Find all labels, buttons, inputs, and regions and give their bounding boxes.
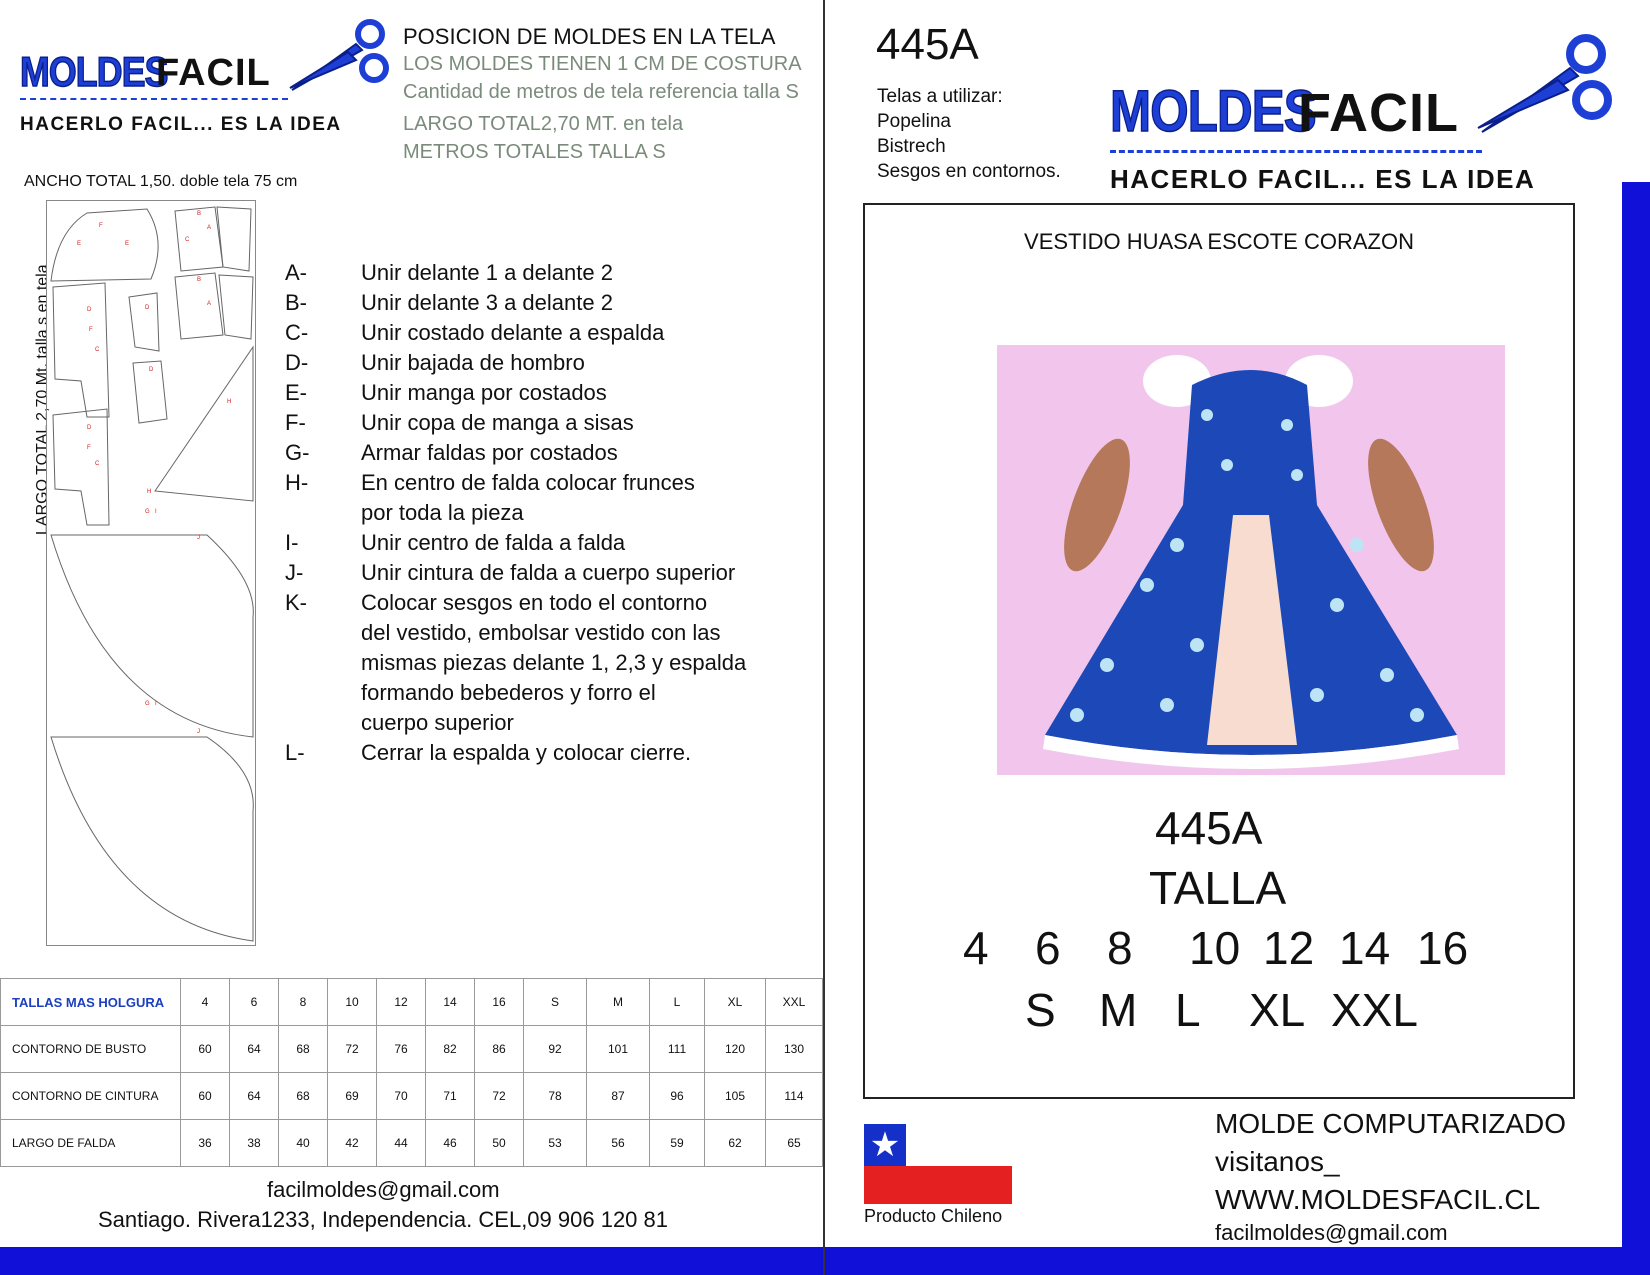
svg-text:E: E [125, 241, 130, 247]
contact-email-left: facilmoldes@gmail.com [267, 1177, 500, 1202]
bottom-bar-left [0, 1247, 823, 1275]
svg-text:F: F [87, 445, 91, 451]
skirt-piece-2 [51, 737, 253, 941]
table-row: CONTORNO DE BUSTO 60 64 68 72 76 82 86 92 101 111 120 130 [1, 1026, 823, 1073]
size-value: 8 [1107, 922, 1133, 974]
size-value: 16 [1417, 922, 1469, 974]
svg-text:G: G [145, 701, 150, 707]
brand-logo-left [18, 46, 398, 106]
scissors-icon [1474, 28, 1624, 136]
contact-address: Santiago. Rivera1233, Independencia. CEL,09 906 120 81 [98, 1207, 668, 1232]
promo-line: MOLDE COMPUTARIZADO [1215, 1108, 1567, 1139]
promo-line: visitanos_ [1215, 1146, 1340, 1177]
svg-text:A: A [207, 301, 212, 307]
svg-text:I: I [155, 701, 157, 707]
front-piece-2 [217, 207, 251, 271]
svg-text:D: D [87, 425, 92, 431]
svg-text:C: C [95, 347, 100, 353]
total-length-note: LARGO TOTAL2,70 MT. en tela [403, 113, 684, 135]
talla-label: TALLA [1149, 862, 1287, 914]
sleeve-piece [51, 209, 158, 281]
layout-title: POSICION DE MOLDES EN LA TELA [403, 24, 776, 49]
big-pattern-code: 445A [1155, 802, 1263, 854]
size-value: 10 [1189, 922, 1241, 974]
logo-underline [20, 98, 288, 106]
pattern-code: 445A [876, 20, 979, 69]
size-value: XL [1249, 984, 1306, 1036]
table-row: LARGO DE FALDA 36 38 40 42 44 46 50 53 56 59 62 65 [1, 1120, 823, 1167]
fabric-item: Popelina [877, 111, 951, 132]
back-piece-1 [53, 283, 109, 417]
svg-text:D: D [149, 367, 154, 373]
logo-word-facil: FACIL [156, 52, 271, 94]
bottom-bar-right [825, 1247, 1650, 1275]
pattern-layout-diagram [46, 200, 256, 946]
tagline-left: HACERLO FACIL... ES LA IDEA [20, 114, 342, 135]
fabrics-label: Telas a utilizar: [877, 86, 1003, 107]
size-value: XXL [1331, 984, 1418, 1036]
front-piece-5 [219, 275, 253, 339]
svg-text:J: J [197, 535, 200, 541]
product-title: VESTIDO HUASA ESCOTE CORAZON [1024, 229, 1414, 254]
ancho-label: ANCHO TOTAL 1,50. doble tela 75 cm [24, 173, 298, 190]
table-header-row: TALLAS MAS HOLGURA 4 6 8 10 12 14 16 S M L XL XXL [1, 979, 823, 1026]
brand-logo-right [1110, 78, 1630, 148]
svg-text:B: B [197, 277, 202, 283]
svg-text:G: G [145, 509, 150, 515]
right-edge-bar [1622, 182, 1650, 1275]
svg-text:H: H [227, 399, 232, 405]
svg-text:C: C [95, 461, 100, 467]
svg-text:D: D [145, 305, 150, 311]
logo-word-moldes: MOLDES [1110, 79, 1316, 144]
website-link[interactable]: WWW.MOLDESFACIL.CL [1215, 1184, 1541, 1215]
size-value: S [1025, 984, 1056, 1036]
table-row: CONTORNO DE CINTURA 60 64 68 69 70 71 72 78 87 96 105 114 [1, 1073, 823, 1120]
scissors-icon [286, 14, 398, 94]
logo-underline [1110, 150, 1482, 161]
svg-text:H: H [147, 489, 152, 495]
contact-email-right[interactable]: facilmoldes@gmail.com [1215, 1220, 1448, 1245]
size-value: 4 [963, 922, 989, 974]
fabric-item: Sesgos en contornos. [877, 161, 1061, 182]
logo-word-facil: FACIL [1298, 83, 1459, 143]
svg-text:F: F [99, 223, 103, 229]
flag-star-icon: ★ [869, 1126, 901, 1164]
flag-caption: Producto Chileno [864, 1206, 1003, 1226]
dress-photo [997, 345, 1505, 775]
seam-note: LOS MOLDES TIENEN 1 CM DE COSTURA [403, 53, 802, 75]
svg-text:D: D [87, 307, 92, 313]
fabric-item: Bistrech [877, 136, 946, 157]
svg-text:A: A [207, 225, 212, 231]
front-piece-3 [129, 293, 159, 351]
size-value: 14 [1339, 922, 1391, 974]
size-value: 12 [1263, 922, 1315, 974]
size-value: 6 [1035, 922, 1061, 974]
size-value: L [1175, 984, 1201, 1036]
svg-text:E: E [77, 241, 82, 247]
numeric-sizes [865, 921, 1573, 975]
back-piece-2 [53, 409, 109, 525]
product-card [863, 203, 1575, 1099]
flag-white-band [906, 1124, 1012, 1166]
svg-text:J: J [197, 729, 200, 735]
tagline-right: HACERLO FACIL... ES LA IDEA [1110, 164, 1536, 194]
svg-text:F: F [89, 327, 93, 333]
skirt-piece-1 [51, 535, 253, 737]
letter-sizes [865, 983, 1573, 1037]
page-divider [823, 0, 825, 1275]
flag-red-band [864, 1166, 1012, 1204]
svg-text:I: I [155, 509, 157, 515]
svg-text:B: B [197, 211, 202, 217]
logo-word-moldes: MOLDES [20, 48, 168, 95]
largo-label: LARGO TOTAL 2,70 Mt. talla s en tela [34, 264, 51, 535]
fabric-reference-note: Cantidad de metros de tela referencia talla S [403, 81, 799, 103]
size-value: M [1099, 984, 1138, 1036]
total-meters-note: METROS TOTALES TALLA S [403, 141, 666, 163]
size-measurement-table [0, 978, 823, 1167]
center-skirt-piece [155, 347, 253, 501]
svg-text:C: C [185, 237, 190, 243]
chile-flag [864, 1124, 1012, 1204]
